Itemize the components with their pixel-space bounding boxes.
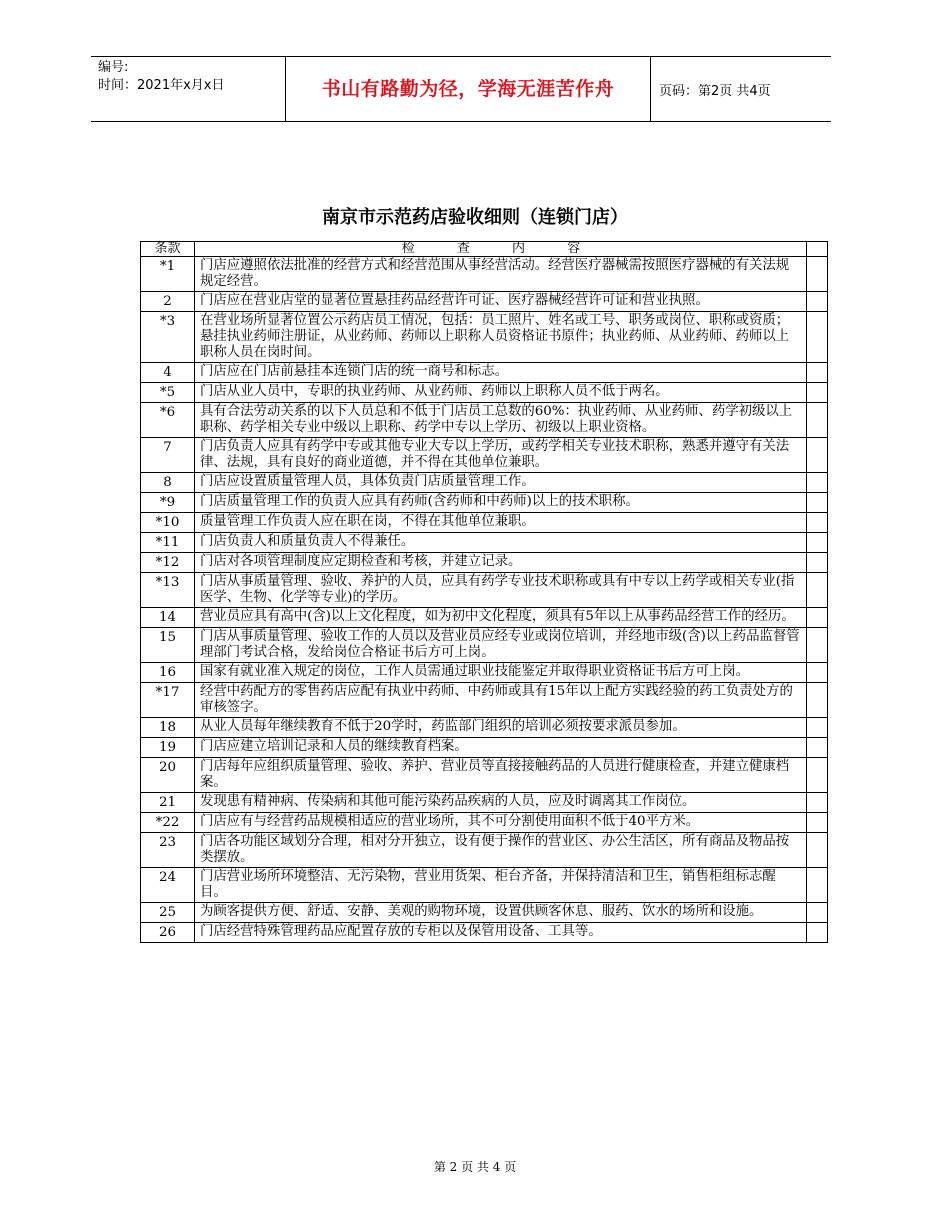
table-header-row — [141, 242, 828, 257]
table-row — [141, 513, 828, 533]
clause-number: *1 — [141, 257, 195, 292]
table-row — [141, 383, 828, 403]
clause-number: 4 — [141, 363, 195, 383]
clause-number: 25 — [141, 903, 195, 923]
clause-number: 16 — [141, 663, 195, 683]
table-row — [141, 683, 828, 718]
clause-number: 26 — [141, 923, 195, 943]
table-row — [141, 403, 828, 438]
check-cell — [807, 718, 828, 738]
clause-number: *17 — [141, 683, 195, 718]
clause-content: 发现患有精神病、传染病和其他可能污染药品疾病的人员，应及时调离其工作岗位。 — [195, 793, 807, 813]
clause-number: *12 — [141, 553, 195, 573]
check-cell — [807, 513, 828, 533]
check-cell — [807, 738, 828, 758]
check-cell — [807, 628, 828, 663]
clause-content: 营业员应具有高中(含)以上文化程度，如为初中文化程度，须具有5年以上从事药品经营工作的经历。 — [195, 608, 807, 628]
clause-content: 从业人员每年继续教育不低于20学时，药监部门组织的培训必须按要求派员参加。 — [195, 718, 807, 738]
document-title: 南京市示范药店验收细则（连锁门店） — [322, 207, 628, 228]
table-row — [141, 493, 828, 513]
table-row — [141, 868, 828, 903]
table-row — [141, 663, 828, 683]
check-cell — [807, 533, 828, 553]
clause-content: 门店经营特殊管理药品应配置存放的专柜以及保管用设备、工具等。 — [195, 923, 807, 943]
table-row — [141, 608, 828, 628]
table-row — [141, 573, 828, 608]
clause-number: 21 — [141, 793, 195, 813]
check-cell — [807, 493, 828, 513]
inspection-table — [140, 241, 828, 943]
clause-content: 在营业场所显著位置公示药店员工情况，包括：员工照片、姓名或工号、职务或岗位、职称或资质；悬挂执业药师注册证，从业药师、药师以上职称人员资格证书原件；执业药师、从业药师、药师以上职称人员在岗时间。 — [195, 312, 807, 363]
clause-content: 门店营业场所环境整洁、无污染物，营业用货架、柜台齐备，并保持清洁和卫生，销售柜组标志醒目。 — [195, 868, 807, 903]
column-header-check — [807, 242, 828, 257]
clause-number: 20 — [141, 758, 195, 793]
table-row — [141, 793, 828, 813]
clause-content: 为顾客提供方便、舒适、安静、美观的购物环境，设置供顾客休息、服药、饮水的场所和设施。 — [195, 903, 807, 923]
document-time: 时间：2021年x月x日 — [98, 78, 225, 93]
check-cell — [807, 383, 828, 403]
header-page-info: 页码：第2页 共4页 — [659, 84, 771, 99]
clause-number: 18 — [141, 718, 195, 738]
check-cell — [807, 553, 828, 573]
check-cell — [807, 868, 828, 903]
document-number-label: 编号: — [98, 60, 129, 75]
clause-number: *13 — [141, 573, 195, 608]
clause-number: *6 — [141, 403, 195, 438]
clause-number: 14 — [141, 608, 195, 628]
table-row — [141, 813, 828, 833]
clause-content: 门店对各项管理制度应定期检查和考核，并建立记录。 — [195, 553, 807, 573]
check-cell — [807, 403, 828, 438]
table-row — [141, 903, 828, 923]
table-row — [141, 363, 828, 383]
clause-content: 门店应遵照依法批准的经营方式和经营范围从事经营活动。经营医疗器械需按照医疗器械的有关法规规定经营。 — [195, 257, 807, 292]
table-row — [141, 758, 828, 793]
clause-number: *9 — [141, 493, 195, 513]
clause-content: 门店从事质量管理、验收、养护的人员，应具有药学专业技术职称或具有中专以上药学或相关专业(指医学、生物、化学等专业)的学历。 — [195, 573, 807, 608]
clause-content: 门店应在门店前悬挂本连锁门店的统一商号和标志。 — [195, 363, 807, 383]
table-row — [141, 718, 828, 738]
header-motto: 书山有路勤为径，学海无涯苦作舟 — [321, 78, 615, 100]
table-row — [141, 312, 828, 363]
clause-number: *3 — [141, 312, 195, 363]
table-row — [141, 257, 828, 292]
check-cell — [807, 923, 828, 943]
header-top-rule — [91, 56, 831, 57]
clause-number: 24 — [141, 868, 195, 903]
check-cell — [807, 473, 828, 493]
clause-number: 2 — [141, 292, 195, 312]
check-cell — [807, 793, 828, 813]
clause-number: 7 — [141, 438, 195, 473]
check-cell — [807, 363, 828, 383]
clause-content: 门店从事质量管理、验收工作的人员以及营业员应经专业或岗位培训，并经地市级(含)以上药品监督管理部门考试合格，发给岗位合格证书后方可上岗。 — [195, 628, 807, 663]
page-footer: 第 2 页 共 4 页 — [433, 1160, 517, 1174]
check-cell — [807, 608, 828, 628]
check-cell — [807, 903, 828, 923]
clause-content: 经营中药配方的零售药店应配有执业中药师、中药师或具有15年以上配方实践经验的药工负责处方的审核签字。 — [195, 683, 807, 718]
clause-content: 门店应设置质量管理人员，具体负责门店质量管理工作。 — [195, 473, 807, 493]
clause-content: 门店应有与经营药品规模相适应的营业场所，其不可分割使用面积不低于40平方米。 — [195, 813, 807, 833]
table-row — [141, 533, 828, 553]
clause-content: 门店从业人员中，专职的执业药师、从业药师、药师以上职称人员不低于两名。 — [195, 383, 807, 403]
clause-content: 门店每年应组织质量管理、验收、养护、营业员等直接接触药品的人员进行健康检查，并建立健康档案。 — [195, 758, 807, 793]
table-row — [141, 833, 828, 868]
clause-number: *11 — [141, 533, 195, 553]
clause-content: 门店各功能区域划分合理，相对分开独立，设有便于操作的营业区、办公生活区，所有商品及物品按类摆放。 — [195, 833, 807, 868]
header-bottom-rule — [91, 121, 831, 122]
clause-number: 19 — [141, 738, 195, 758]
check-cell — [807, 257, 828, 292]
clause-content: 门店负责人应具有药学中专或其他专业大专以上学历，或药学相关专业技术职称，熟悉并遵守有关法律、法规，具有良好的商业道德，并不得在其他单位兼职。 — [195, 438, 807, 473]
table-row — [141, 292, 828, 312]
clause-number: *5 — [141, 383, 195, 403]
clause-number: *22 — [141, 813, 195, 833]
clause-number: 15 — [141, 628, 195, 663]
check-cell — [807, 438, 828, 473]
check-cell — [807, 573, 828, 608]
check-cell — [807, 663, 828, 683]
table-row — [141, 738, 828, 758]
check-cell — [807, 758, 828, 793]
table-row — [141, 923, 828, 943]
table-row — [141, 473, 828, 493]
table-row — [141, 438, 828, 473]
check-cell — [807, 813, 828, 833]
clause-number: 23 — [141, 833, 195, 868]
clause-content: 门店应建立培训记录和人员的继续教育档案。 — [195, 738, 807, 758]
header-meta — [98, 59, 224, 95]
clause-number: *10 — [141, 513, 195, 533]
check-cell — [807, 833, 828, 868]
clause-number: 8 — [141, 473, 195, 493]
table-row — [141, 628, 828, 663]
check-cell — [807, 312, 828, 363]
table-row — [141, 553, 828, 573]
check-cell — [807, 292, 828, 312]
column-header-content: 检 查 内 容 — [195, 242, 807, 257]
clause-content: 具有合法劳动关系的以下人员总和不低于门店员工总数的60%：执业药师、从业药师、药学初级以上职称、药学相关专业中级以上职称、药学中专以上学历、初级以上职业资格。 — [195, 403, 807, 438]
header-divider — [650, 56, 651, 122]
clause-content: 国家有就业准入规定的岗位，工作人员需通过职业技能鉴定并取得职业资格证书后方可上岗。 — [195, 663, 807, 683]
clause-content: 门店负责人和质量负责人不得兼任。 — [195, 533, 807, 553]
clause-content: 门店质量管理工作的负责人应具有药师(含药师和中药师)以上的技术职称。 — [195, 493, 807, 513]
clause-content: 质量管理工作负责人应在职在岗，不得在其他单位兼职。 — [195, 513, 807, 533]
check-cell — [807, 683, 828, 718]
clause-content: 门店应在营业店堂的显著位置悬挂药品经营许可证、医疗器械经营许可证和营业执照。 — [195, 292, 807, 312]
column-header-clause: 条款 — [141, 242, 195, 257]
